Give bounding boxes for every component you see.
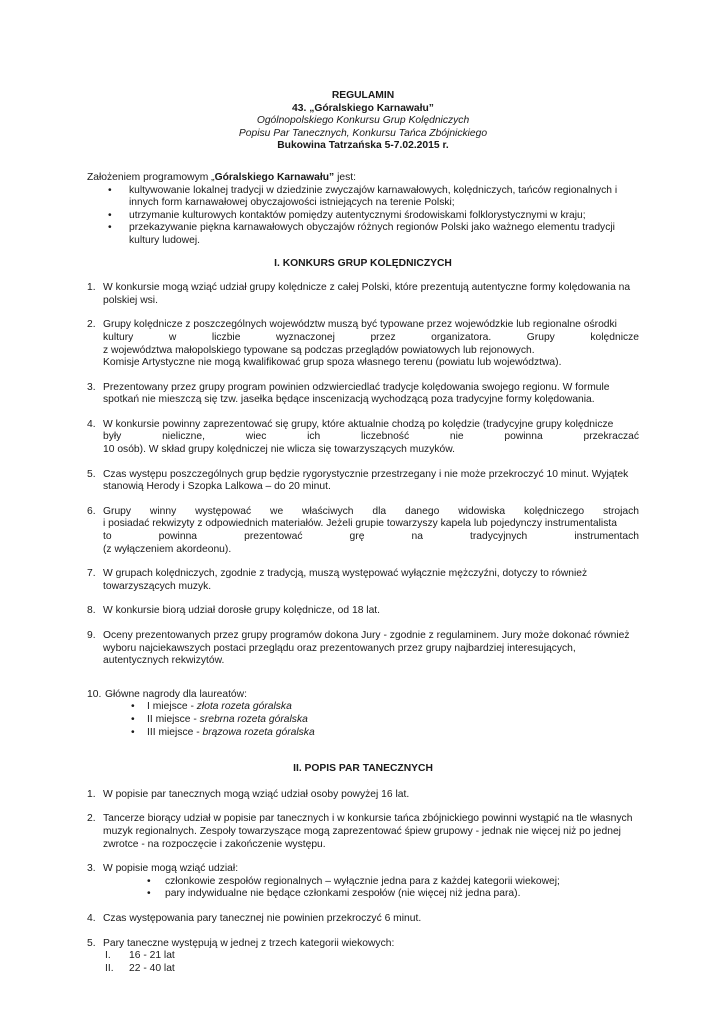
s1-item-4 — [87, 419, 639, 457]
item-number: 5. — [87, 937, 96, 949]
item-text-line: Grupy kolędnicze z poszczególnych województw muszą być typowane przez wojewódzkie lub regionalne ośrodki — [103, 319, 617, 331]
prize-award: złota rozeta góralska — [196, 701, 292, 713]
section-1-title: I. KONKURS GRUP KOLĘDNICZYCH — [274, 257, 452, 269]
item-text-line: kultury w liczbie wyznaczonej przez organizatora. Grupy kolędnicze — [103, 331, 639, 343]
item-number: 6. — [87, 505, 96, 517]
s2-item-4 — [87, 913, 639, 926]
item-text: Tancerze biorący udział w popisie par tanecznych i w konkursie tańca zbójnickiego powinni wystąpić na tle własnych muzyk regionalnych. Zespoły towarzyszące mogą zaprezentować śpiew grupowy - jednak nie więcej niż po jednej zwrotce - na rozpoczęcie i zakończenie występu. — [103, 813, 633, 850]
document-title: REGULAMIN — [331, 90, 395, 101]
intro-bullet: • utrzymanie kulturowych kontaktów pomiędzy autentycznymi środowiskami folklorystycznymi w kraju; — [87, 210, 639, 223]
item-text-line: z województwa małopolskiego typowane są podczas przeglądów powiatowych lub rejonowych. — [103, 344, 535, 356]
participant-item: • pary indywidualne nie będące członkami zespołów (nie więcej niż jedna para). — [103, 888, 639, 901]
item-text-line: i posiadać rekwizyty z odpowiednich materiałów. Jeżeli grupie towarzyszy kapela lub pojedynczy instrumentalista — [103, 518, 617, 530]
s1-item-1 — [87, 282, 639, 307]
intro-lead-text-a: Założeniem programowym „ — [87, 171, 215, 183]
event-subtitle-2: Popisu Par Tanecznych, Konkursu Tańca Zbójnickiego — [238, 127, 488, 139]
item-text-line: Grupy winny występować we właściwych dla danego widowiska kolędniczego strojach — [103, 505, 639, 517]
section-2-title: II. POPIS PAR TANECZNYCH — [293, 763, 433, 775]
s2-item-2 — [87, 813, 639, 851]
item-number: 9. — [87, 630, 96, 641]
intro-lead — [87, 172, 639, 185]
item-text-line: 10 osób). W skład grupy kolędniczej nie wlicza się towarzyszących muzyków. — [103, 444, 455, 456]
event-subtitle-1: Ogólnopolskiego Konkursu Grup Kolędniczych — [256, 115, 470, 127]
item-text: Prezentowany przez grupy program powinien odzwierciedlać tradycje kolędowania swojego regionu. W formule spotkań nie mieszczą się tzw. jasełka będące inscenizacją wychodzącą poza tradycyjne formy kolędowania. — [103, 381, 610, 406]
intro-lead-bold: Góralskiego Karnawału” — [214, 171, 335, 183]
age-category — [103, 963, 639, 976]
item-number: 5. — [87, 468, 96, 480]
item-text: Czas występu poszczególnych grup będzie rygorystycznie przestrzegany i nie może przekroczyć 10 minut. Wyjątek stanowią Herody i Szopka Lalkowa – do 20 minut. — [103, 468, 629, 493]
item-text: W popisie mogą wziąć udział: — [103, 863, 239, 875]
participant-item: • członkowie zespołów regionalnych – wyłącznie jedna para z każdej kategorii wiekowej; — [103, 876, 639, 889]
s1-item-3 — [87, 382, 639, 407]
item-text-line: były nieliczne, wiec ich liczebność nie powinna przekraczać — [103, 431, 639, 443]
s1-item-8 — [87, 605, 639, 618]
document-header — [87, 90, 639, 153]
s1-item-9 — [87, 630, 639, 668]
prize-award: srebrna rozeta góralska — [199, 713, 308, 725]
category-label: 22 - 40 lat — [129, 962, 175, 974]
prize-award: brązowa rozeta góralska — [202, 726, 315, 738]
s2-item-1 — [87, 789, 639, 802]
item-number: 4. — [87, 912, 96, 924]
intro-bullet: • kultywowanie lokalnej tradycji w dziedzinie zwyczajów karnawałowych, kolędniczych, tańców regionalnych i innych form karnawałowej obyczajowości istniejących na terenie Polski; — [87, 185, 639, 210]
intro-section — [87, 172, 639, 248]
prize-place: II miejsce - — [147, 713, 200, 725]
s2-item-3 — [87, 863, 639, 901]
item-text: Oceny prezentowanych przez grupy programów dokona Jury - zgodnie z regulaminem. Jury może dokonać również wyboru najciekawszych postaci przeglądu oraz prezentowanych przez grupy najbardziej interesujących, autentycznych rekwizytów. — [103, 630, 630, 667]
item-text: Czas występowania pary tanecznej nie powinien przekroczyć 6 minut. — [103, 912, 422, 924]
s1-item-10 — [87, 689, 639, 739]
item-number: 7. — [87, 568, 96, 580]
category-label: 16 - 21 lat — [129, 950, 175, 962]
item-number: 1. — [87, 282, 96, 294]
item-number: 4. — [87, 418, 96, 430]
prize-place: I miejsce - — [147, 701, 197, 713]
intro-bullet: • przekazywanie piękna karnawałowych obyczajów różnych regionów Polski jako ważnego elementu tradycji kultury ludowej. — [87, 222, 639, 247]
item-text-line: to powinna prezentować grę na tradycyjnych instrumentach — [103, 531, 639, 543]
item-number: 8. — [87, 605, 96, 617]
item-number: 3. — [87, 863, 96, 875]
event-name: 43. „Góralskiego Karnawału” — [292, 102, 434, 114]
intro-bullet-list — [87, 185, 639, 248]
item-number: 10. — [87, 688, 102, 700]
age-category-list — [103, 950, 639, 975]
item-number: 2. — [87, 319, 96, 331]
prize-item — [103, 714, 639, 727]
s1-item-5 — [87, 469, 639, 494]
prize-list — [103, 701, 639, 739]
intro-lead-text-b: jest: — [334, 171, 356, 183]
s1-item-6 — [87, 506, 639, 556]
category-numeral: II. — [105, 962, 114, 974]
item-text-line: (z wyłączeniem akordeonu). — [103, 543, 232, 555]
item-number: 3. — [87, 381, 96, 393]
item-text: W grupach kolędniczych, zgodnie z tradycją, muszą występować wyłącznie mężczyźni, dotyczy to również towarzyszących muzyk. — [103, 568, 588, 592]
item-text-line: Komisje Artystyczne nie mogą kwalifikować grup spoza własnego terenu (powiatu lub województwa). — [103, 357, 562, 369]
prize-item — [103, 701, 639, 714]
item-text: W konkursie mogą wziąć udział grupy kolędnicze z całej Polski, które prezentują autentyczne formy kolędowania na polskiej wsi. — [103, 282, 631, 306]
item-text: Pary taneczne występują w jednej z trzech kategorii wiekowych: — [103, 937, 395, 949]
item-text: W konkursie biorą udział dorosłe grupy kolędnicze, od 18 lat. — [103, 605, 381, 617]
s2-item-5 — [87, 938, 639, 976]
item-number: 1. — [87, 788, 96, 800]
s1-item-2 — [87, 319, 639, 369]
category-numeral: I. — [105, 950, 111, 962]
item-text: Główne nagrody dla laureatów: — [105, 688, 247, 700]
prize-place: III miejsce - — [147, 726, 203, 738]
item-text-line: W konkursie powinny zaprezentować się grupy, które aktualnie chodzą po kolędzie (tradycyjne grupy kolędnicze — [103, 418, 614, 430]
age-category — [103, 950, 639, 963]
participant-list — [103, 876, 639, 901]
item-number: 2. — [87, 813, 96, 825]
s1-item-7 — [87, 568, 639, 593]
prize-item — [103, 727, 639, 740]
event-place-date: Bukowina Tatrzańska 5-7.02.2015 r. — [277, 140, 449, 152]
item-text: W popisie par tanecznych mogą wziąć udział osoby powyżej 16 lat. — [103, 788, 410, 800]
